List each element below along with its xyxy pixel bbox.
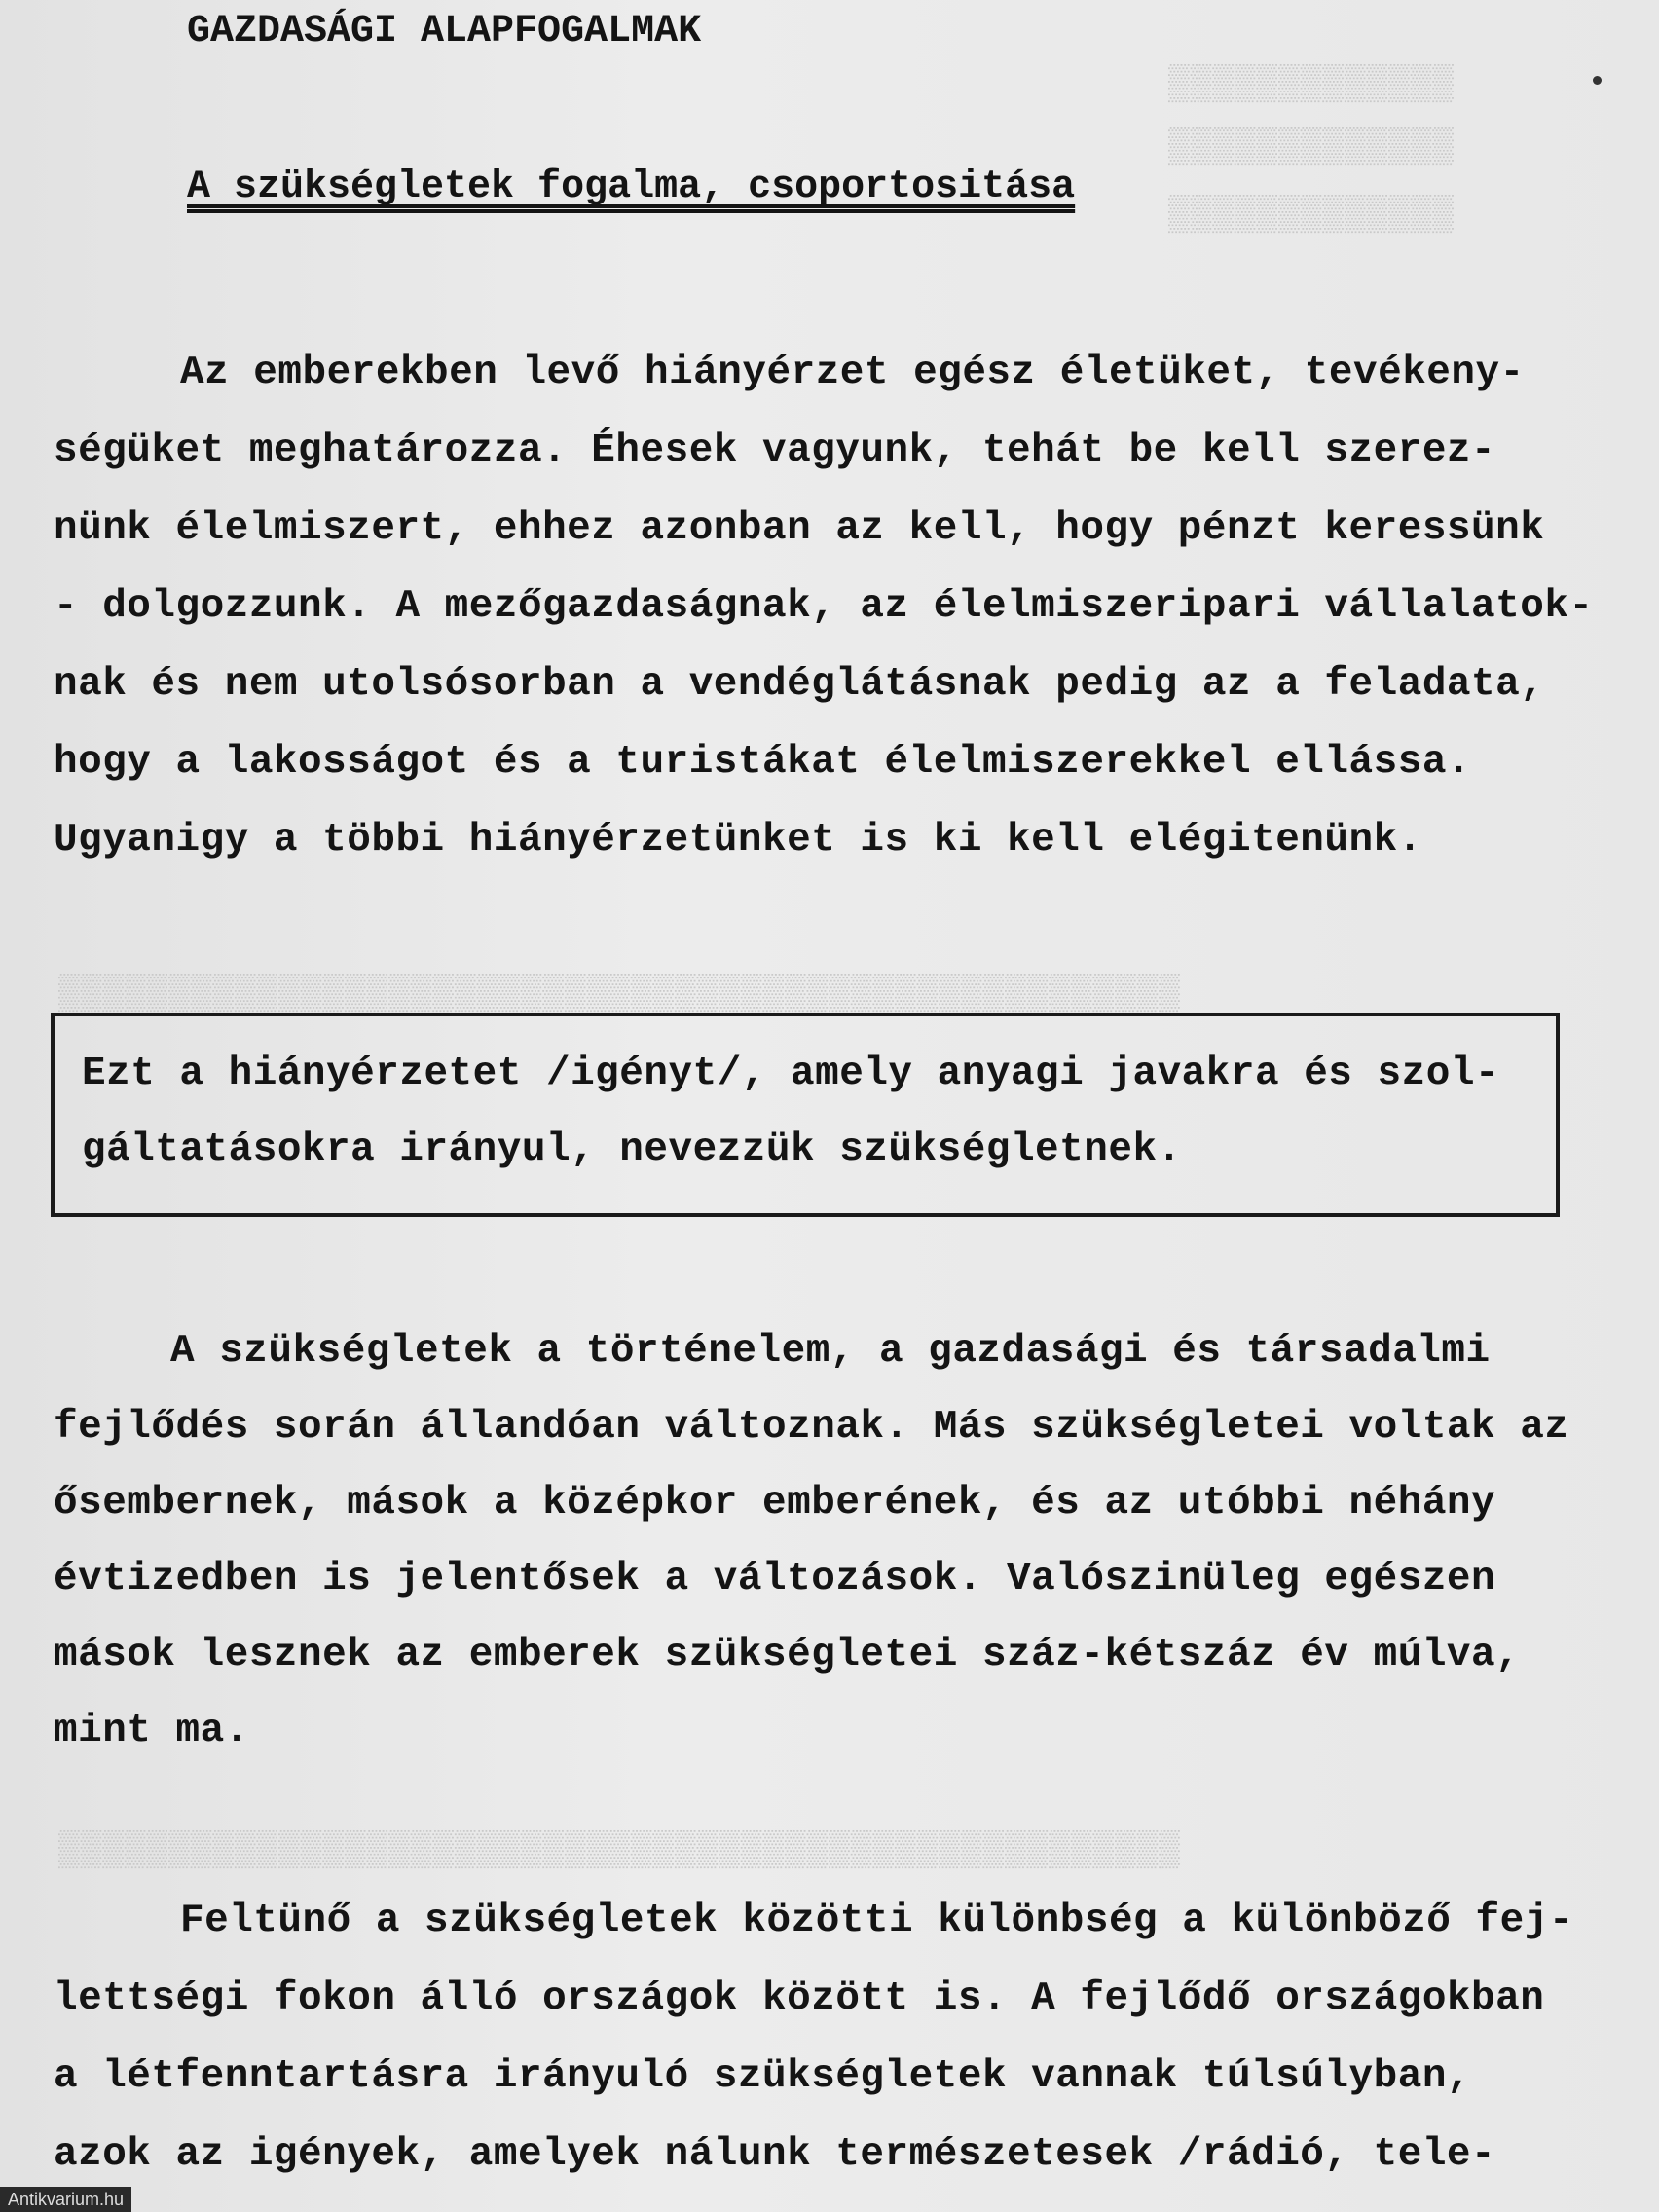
bleed-through-line: ▒▒▒▒▒▒▒▒▒▒▒▒▒ xyxy=(1168,195,1455,235)
definition-line: gáltatásokra irányul, nevezzük szükségletnek. xyxy=(82,1127,1182,1172)
definition-box xyxy=(51,1013,1560,1217)
definition-line: Ezt a hiányérzetet /igényt/, amely anyagi javakra és szol- xyxy=(82,1051,1500,1096)
paragraph-line: azok az igények, amelyek nálunk természetesek /rádió, tele- xyxy=(54,2132,1496,2177)
paragraph-line: ősembernek, mások a középkor emberének, és az utóbbi néhány xyxy=(54,1481,1496,1526)
paragraph-line: Feltünő a szükségletek közötti különbség a különböző fej- xyxy=(180,1899,1573,1943)
paragraph-line: mint ma. xyxy=(54,1709,249,1753)
bleed-through-line: ▒▒▒▒▒▒▒▒▒▒▒▒▒▒▒▒▒▒▒▒▒▒▒▒▒▒▒▒▒▒▒▒▒▒▒▒▒▒▒▒▒▒▒▒▒▒▒▒▒▒▒ xyxy=(58,974,1181,1014)
bleed-through-line: ▒▒▒▒▒▒▒▒▒▒▒▒▒ xyxy=(1168,64,1455,104)
paragraph-line: nak és nem utolsósorban a vendéglátásnak pedig az a feladata, xyxy=(54,662,1545,707)
bleed-through-line: ▒▒▒▒▒▒▒▒▒▒▒▒▒ xyxy=(1168,127,1455,166)
paragraph-line: évtizedben is jelentősek a változások. Valószinüleg egészen xyxy=(54,1557,1496,1602)
paragraph-line: - dolgozzunk. A mezőgazdaságnak, az élelmiszeripari vállalatok- xyxy=(54,584,1594,629)
ink-dot xyxy=(1593,76,1602,85)
page-title: GAZDASÁGI ALAPFOGALMAK xyxy=(187,10,702,54)
paragraph-line: Az emberekben levő hiányérzet egész életüket, tevékeny- xyxy=(180,350,1525,395)
paragraph-line: lettségi fokon álló országok között is. A fejlődő országokban xyxy=(54,1976,1545,2021)
paragraph-line: ségüket meghatározza. Éhesek vagyunk, tehát be kell szerez- xyxy=(54,428,1496,473)
paragraph-line: Ugyanigy a többi hiányérzetünket is ki kell elégitenünk. xyxy=(54,818,1422,863)
paragraph-line: nünk élelmiszert, ehhez azonban az kell, hogy pénzt keressünk xyxy=(54,506,1545,551)
paragraph-line: a létfenntartásra irányuló szükségletek vannak túlsúlyban, xyxy=(54,2054,1472,2099)
watermark-label: Antikvarium.hu xyxy=(0,2187,131,2212)
paragraph-line: hogy a lakosságot és a turistákat élelmiszerekkel ellássa. xyxy=(54,740,1472,785)
paragraph-line: A szükségletek a történelem, a gazdasági és társadalmi xyxy=(170,1329,1491,1374)
section-subtitle: A szükségletek fogalma, csoportositása xyxy=(187,166,1076,209)
paragraph-line: fejlődés során állandóan változnak. Más szükségletei voltak az xyxy=(54,1405,1569,1450)
bleed-through-line: ▒▒▒▒▒▒▒▒▒▒▒▒▒▒▒▒▒▒▒▒▒▒▒▒▒▒▒▒▒▒▒▒▒▒▒▒▒▒▒▒▒▒▒▒▒▒▒▒▒▒▒ xyxy=(58,1830,1181,1870)
paragraph-line: mások lesznek az emberek szükségletei száz-kétszáz év múlva, xyxy=(54,1633,1521,1677)
